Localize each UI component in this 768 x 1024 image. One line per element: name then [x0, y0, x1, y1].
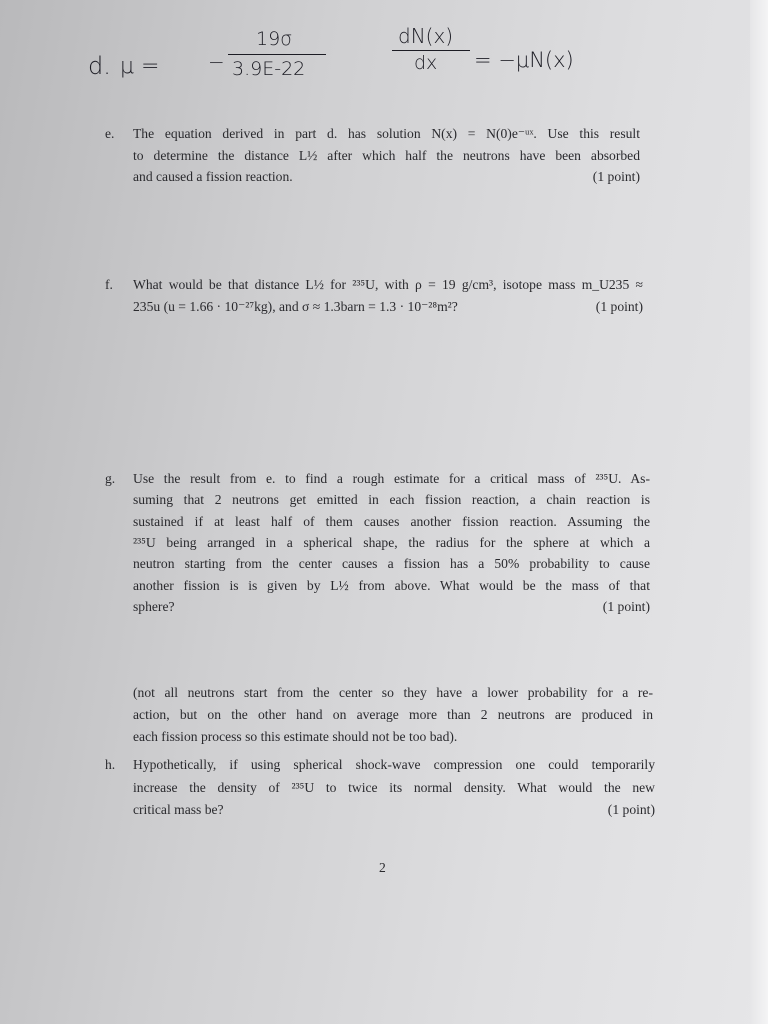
question-text-line: ²³⁵U being arranged in a spherical shape, the radius for the sphere at which a [133, 534, 650, 550]
question-label: f. [105, 277, 113, 292]
question-text-line: 235u (u = 1.66 · 10⁻²⁷kg), and σ ≈ 1.3barn = 1.3 · 10⁻²⁸m²? [133, 298, 458, 314]
page-number: 2 [379, 860, 386, 875]
question-text-line: sustained if at least half of them causes another fission reaction. Assuming the [133, 513, 650, 529]
question-text-line: each fission process so this estimate should not be too bad). [133, 728, 458, 744]
question-text-line: neutron starting from the center causes a fission has a 50% probability to cause [133, 556, 650, 572]
hw-deriv-denominator: dx [414, 52, 438, 74]
hw-mu: μ = [120, 54, 160, 79]
question-text-line: (not all neutrons start from the center so they have a lower probability for a re- [133, 685, 653, 700]
hw-numerator: 19σ [256, 28, 293, 50]
hw-fraction-bar [228, 54, 326, 55]
points-label: (1 point) [592, 169, 640, 184]
points-label: (1 point) [602, 598, 650, 614]
question-label: h. [105, 757, 116, 772]
question-text-line: to determine the distance L½ after which half the neutrons have been absorbed [133, 147, 640, 163]
hw-minus: − [208, 50, 225, 74]
points-label: (1 point) [595, 298, 643, 314]
question-text-line: suming that 2 neutrons get emitted in each fission reaction, a chain reaction is [133, 492, 650, 508]
page-edge [750, 0, 768, 1024]
question-text-line: action, but on the other hand on average more than 2 neutrons are produced in [133, 706, 653, 722]
hw-label: d. [88, 52, 111, 80]
hw-rhs: = −μN(x) [474, 48, 574, 72]
question-label: g. [105, 471, 116, 486]
question-text-line: critical mass be? [133, 802, 224, 817]
question-text-line: another fission is is given by L½ from above. What would be the mass of that [133, 577, 650, 593]
question-text-line: Use the result from e. to find a rough estimate for a critical mass of ²³⁵U. As- [133, 471, 650, 486]
question-text-line: What would be that distance L½ for ²³⁵U, with ρ = 19 g/cm³, isotope mass m_U235 ≈ [133, 277, 643, 292]
points-label: (1 point) [607, 802, 655, 817]
question-text-line: sphere? [133, 598, 175, 614]
question-text-line: increase the density of ²³⁵U to twice its normal density. What would the new [133, 779, 655, 795]
question-text-line: Hypothetically, if using spherical shock-wave compression one could temporarily [133, 757, 655, 772]
hw-denominator: 3.9E-22 [232, 58, 306, 80]
hw-deriv-numerator: dN(x) [398, 24, 454, 48]
question-text-line: The equation derived in part d. has solution N(x) = N(0)e⁻ᵘˣ. Use this result [133, 126, 640, 141]
question-text-line: and caused a fission reaction. [133, 169, 293, 184]
question-label: e. [105, 126, 115, 141]
